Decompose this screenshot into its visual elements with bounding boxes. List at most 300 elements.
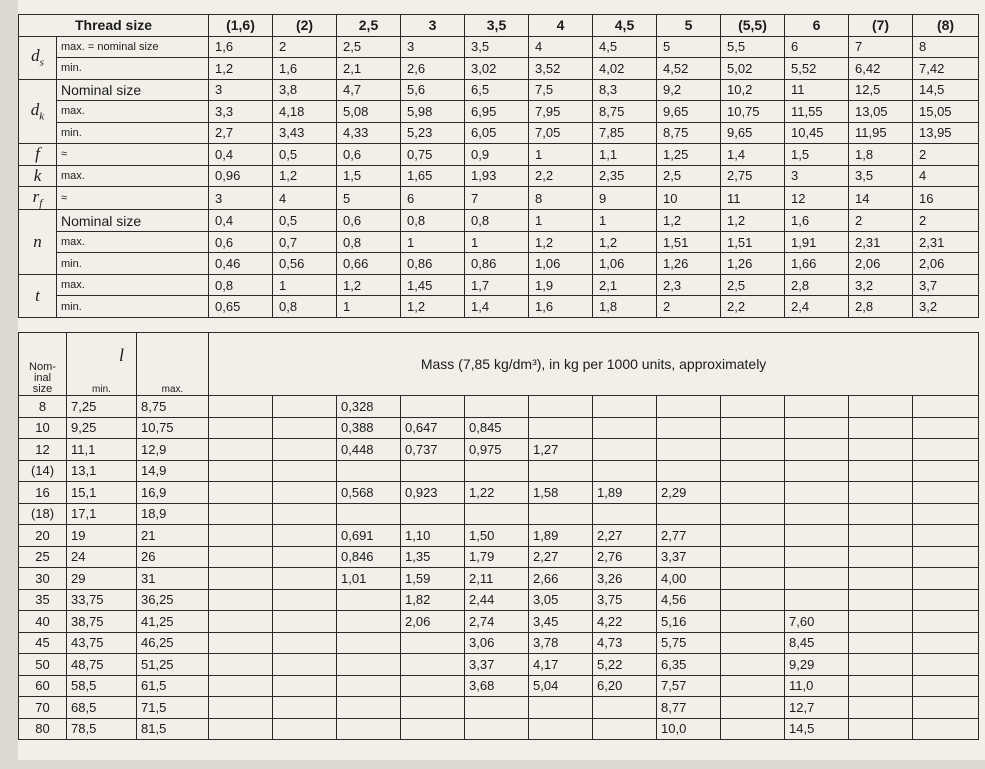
length-max-cell: 31 xyxy=(137,568,209,590)
value-cell: 2,5 xyxy=(721,274,785,296)
mass-value-cell xyxy=(849,417,913,439)
value-cell: 3 xyxy=(209,187,273,210)
value-cell: 15,05 xyxy=(913,101,979,123)
mass-value-cell xyxy=(913,589,979,611)
mass-value-cell: 3,37 xyxy=(465,654,529,676)
mass-row xyxy=(19,503,979,525)
mass-value-cell: 1,89 xyxy=(529,525,593,547)
mass-value-cell: 2,27 xyxy=(593,525,657,547)
mass-value-cell xyxy=(913,396,979,418)
dim-row-dk_nom xyxy=(19,79,979,101)
mass-value-cell xyxy=(721,654,785,676)
mass-value-cell: 3,06 xyxy=(465,632,529,654)
mass-value-cell xyxy=(721,632,785,654)
value-cell: 2 xyxy=(913,144,979,166)
mass-value-cell xyxy=(849,654,913,676)
value-cell: 1,2 xyxy=(273,165,337,187)
dim-row-n_min xyxy=(19,253,979,275)
value-cell: 3,8 xyxy=(273,79,337,101)
mass-row xyxy=(19,675,979,697)
value-cell: 2,06 xyxy=(913,253,979,275)
value-cell: 1,25 xyxy=(657,144,721,166)
mass-value-cell xyxy=(209,568,273,590)
length-max-cell: 16,9 xyxy=(137,482,209,504)
value-cell: 1,4 xyxy=(721,144,785,166)
value-cell: 1,2 xyxy=(721,210,785,232)
length-min-cell: 7,25 xyxy=(67,396,137,418)
value-cell: 8 xyxy=(529,187,593,210)
mass-value-cell xyxy=(273,632,337,654)
symbol-subscript: s xyxy=(39,56,44,69)
value-cell: 5,08 xyxy=(337,101,401,123)
value-cell: 0,66 xyxy=(337,253,401,275)
value-cell: 0,8 xyxy=(465,210,529,232)
thread-size-cell: (5,5) xyxy=(721,15,785,37)
mass-value-cell: 2,74 xyxy=(465,611,529,633)
value-cell: 4,02 xyxy=(593,58,657,80)
symbol-letter: d xyxy=(31,46,40,66)
row-label: max. xyxy=(57,274,209,296)
mass-value-cell xyxy=(209,460,273,482)
value-cell: 2,3 xyxy=(657,274,721,296)
mass-value-cell: 0,845 xyxy=(465,417,529,439)
value-cell: 7,05 xyxy=(529,122,593,144)
mass-value-cell xyxy=(721,568,785,590)
row-label: min. xyxy=(57,58,209,80)
mass-value-cell xyxy=(401,503,465,525)
symbol-letter: d xyxy=(30,100,40,120)
dim-row-dk_min xyxy=(19,122,979,144)
mass-value-cell xyxy=(849,697,913,719)
thread-size-cell: 6 xyxy=(785,15,849,37)
value-cell: 6,5 xyxy=(465,79,529,101)
value-cell: 0,8 xyxy=(337,231,401,253)
value-cell: 0,65 xyxy=(209,296,273,318)
value-cell: 4,18 xyxy=(273,101,337,123)
value-cell: 10 xyxy=(657,187,721,210)
nominal-length-cell: 40 xyxy=(19,611,67,633)
nominal-length-cell: 10 xyxy=(19,417,67,439)
mass-caption: Mass (7,85 kg/dm³), in kg per 1000 units, approximately xyxy=(209,333,979,396)
value-cell: 0,96 xyxy=(209,165,273,187)
mass-value-cell: 3,45 xyxy=(529,611,593,633)
mass-value-cell xyxy=(209,546,273,568)
mass-value-cell: 0,737 xyxy=(401,439,465,461)
mass-value-cell: 1,01 xyxy=(337,568,401,590)
value-cell: 3,52 xyxy=(529,58,593,80)
mass-value-cell: 5,75 xyxy=(657,632,721,654)
dim-row-rf xyxy=(19,187,979,210)
length-max-cell: 36,25 xyxy=(137,589,209,611)
mass-value-cell xyxy=(273,654,337,676)
mass-value-cell xyxy=(785,568,849,590)
length-min-cell: 78,5 xyxy=(67,718,137,740)
value-cell: 2,31 xyxy=(849,231,913,253)
mass-value-cell xyxy=(273,460,337,482)
value-cell: 2 xyxy=(913,210,979,232)
mass-value-cell xyxy=(849,460,913,482)
value-cell: 7,42 xyxy=(913,58,979,80)
dimensions-table xyxy=(18,14,979,318)
value-cell: 1,66 xyxy=(785,253,849,275)
mass-row xyxy=(19,482,979,504)
value-cell: 1,2 xyxy=(593,231,657,253)
value-cell: 1,2 xyxy=(401,296,465,318)
mass-value-cell xyxy=(465,396,529,418)
value-cell: 0,56 xyxy=(273,253,337,275)
mass-value-cell xyxy=(849,546,913,568)
value-cell: 7,5 xyxy=(529,79,593,101)
value-cell: 11 xyxy=(721,187,785,210)
value-cell: 5,5 xyxy=(721,36,785,58)
mass-value-cell: 3,68 xyxy=(465,675,529,697)
mass-value-cell xyxy=(209,482,273,504)
mass-value-cell xyxy=(785,396,849,418)
mass-value-cell xyxy=(401,632,465,654)
value-cell: 4,5 xyxy=(593,36,657,58)
value-cell: 1,2 xyxy=(529,231,593,253)
mass-value-cell: 5,22 xyxy=(593,654,657,676)
value-cell: 3,3 xyxy=(209,101,273,123)
mass-value-cell: 1,10 xyxy=(401,525,465,547)
length-min-cell: 29 xyxy=(67,568,137,590)
value-cell: 3 xyxy=(401,36,465,58)
nominal-length-cell: 35 xyxy=(19,589,67,611)
mass-value-cell xyxy=(721,546,785,568)
value-cell: 2,2 xyxy=(529,165,593,187)
value-cell: 1,06 xyxy=(529,253,593,275)
nominal-length-cell: 70 xyxy=(19,697,67,719)
mass-value-cell xyxy=(913,611,979,633)
value-cell: 6,95 xyxy=(465,101,529,123)
value-cell: 2,8 xyxy=(849,296,913,318)
mass-value-cell xyxy=(785,439,849,461)
mass-value-cell xyxy=(721,589,785,611)
nominal-length-cell: (14) xyxy=(19,460,67,482)
row-label: max. xyxy=(57,101,209,123)
mass-value-cell: 3,26 xyxy=(593,568,657,590)
value-cell: 1,2 xyxy=(657,210,721,232)
nominal-length-cell: 8 xyxy=(19,396,67,418)
value-cell: 0,86 xyxy=(465,253,529,275)
thread-size-cell: (2) xyxy=(273,15,337,37)
mass-value-cell xyxy=(721,718,785,740)
mass-value-cell xyxy=(721,503,785,525)
mass-value-cell: 1,50 xyxy=(465,525,529,547)
mass-value-cell xyxy=(337,632,401,654)
length-min-cell: 17,1 xyxy=(67,503,137,525)
value-cell: 2,2 xyxy=(721,296,785,318)
mass-value-cell: 1,82 xyxy=(401,589,465,611)
row-label: Nominal size xyxy=(57,210,209,232)
row-label: max. xyxy=(57,165,209,187)
mass-value-cell xyxy=(849,503,913,525)
value-cell: 2,35 xyxy=(593,165,657,187)
length-max-cell: 71,5 xyxy=(137,697,209,719)
value-cell: 1 xyxy=(593,210,657,232)
value-cell: 1,9 xyxy=(529,274,593,296)
mass-value-cell xyxy=(785,503,849,525)
page-edge-left xyxy=(0,0,18,769)
mass-value-cell xyxy=(337,718,401,740)
mass-value-cell: 3,78 xyxy=(529,632,593,654)
value-cell: 4 xyxy=(273,187,337,210)
mass-value-cell: 0,568 xyxy=(337,482,401,504)
mass-value-cell: 0,388 xyxy=(337,417,401,439)
value-cell: 1,2 xyxy=(337,274,401,296)
value-cell: 8,75 xyxy=(593,101,657,123)
value-cell: 1,06 xyxy=(593,253,657,275)
mass-value-cell xyxy=(529,503,593,525)
length-max-cell: 41,25 xyxy=(137,611,209,633)
value-cell: 9,2 xyxy=(657,79,721,101)
mass-row xyxy=(19,546,979,568)
value-cell: 0,5 xyxy=(273,144,337,166)
mass-value-cell: 1,27 xyxy=(529,439,593,461)
value-cell: 11 xyxy=(785,79,849,101)
value-cell: 10,75 xyxy=(721,101,785,123)
row-label: ≈ xyxy=(57,144,209,166)
dim-row-n_nom xyxy=(19,210,979,232)
row-label: max. = nominal size xyxy=(57,36,209,58)
mass-value-cell xyxy=(657,503,721,525)
length-min-cell: 13,1 xyxy=(67,460,137,482)
mass-value-cell xyxy=(337,503,401,525)
mass-value-cell: 2,27 xyxy=(529,546,593,568)
value-cell: 8,75 xyxy=(657,122,721,144)
mass-value-cell: 2,44 xyxy=(465,589,529,611)
mass-value-cell: 11,0 xyxy=(785,675,849,697)
row-label: max. xyxy=(57,231,209,253)
value-cell: 2,06 xyxy=(849,253,913,275)
mass-value-cell xyxy=(657,439,721,461)
mass-row xyxy=(19,632,979,654)
mass-value-cell xyxy=(913,632,979,654)
mass-value-cell xyxy=(529,417,593,439)
mass-value-cell xyxy=(593,460,657,482)
length-max-cell: 46,25 xyxy=(137,632,209,654)
mass-value-cell xyxy=(337,654,401,676)
value-cell: 1,45 xyxy=(401,274,465,296)
thread-size-label: Thread size xyxy=(19,15,209,37)
length-min-header: l min. xyxy=(67,333,137,396)
mass-value-cell: 2,11 xyxy=(465,568,529,590)
mass-value-cell xyxy=(593,697,657,719)
value-cell: 10,2 xyxy=(721,79,785,101)
mass-value-cell xyxy=(785,460,849,482)
length-max-cell: 12,9 xyxy=(137,439,209,461)
nominal-length-cell: 16 xyxy=(19,482,67,504)
value-cell: 0,6 xyxy=(209,231,273,253)
value-cell: 1,91 xyxy=(785,231,849,253)
value-cell: 1,1 xyxy=(593,144,657,166)
mass-value-cell xyxy=(209,417,273,439)
mass-value-cell xyxy=(593,396,657,418)
mass-value-cell xyxy=(721,482,785,504)
value-cell: 1,8 xyxy=(849,144,913,166)
mass-value-cell xyxy=(913,546,979,568)
mass-value-cell xyxy=(209,632,273,654)
symbol-t xyxy=(19,274,57,317)
value-cell: 1,7 xyxy=(465,274,529,296)
mass-value-cell xyxy=(913,439,979,461)
mass-value-cell xyxy=(209,611,273,633)
mass-value-cell xyxy=(849,525,913,547)
value-cell: 2 xyxy=(849,210,913,232)
value-cell: 0,4 xyxy=(209,210,273,232)
mass-value-cell xyxy=(849,611,913,633)
mass-value-cell: 3,05 xyxy=(529,589,593,611)
mass-value-cell xyxy=(593,417,657,439)
mass-value-cell: 4,73 xyxy=(593,632,657,654)
length-min-cell: 58,5 xyxy=(67,675,137,697)
mass-value-cell xyxy=(273,417,337,439)
mass-value-cell: 0,846 xyxy=(337,546,401,568)
mass-row xyxy=(19,525,979,547)
value-cell: 2 xyxy=(273,36,337,58)
mass-value-cell xyxy=(209,503,273,525)
mass-value-cell: 1,35 xyxy=(401,546,465,568)
dim-row-t_min xyxy=(19,296,979,318)
value-cell: 0,46 xyxy=(209,253,273,275)
dim-row-k xyxy=(19,165,979,187)
mass-value-cell: 4,22 xyxy=(593,611,657,633)
mass-value-cell xyxy=(209,718,273,740)
value-cell: 5,52 xyxy=(785,58,849,80)
value-cell: 0,4 xyxy=(209,144,273,166)
mass-value-cell xyxy=(529,718,593,740)
mass-value-cell: 1,59 xyxy=(401,568,465,590)
mass-value-cell xyxy=(913,482,979,504)
dim-row-ds_max xyxy=(19,36,979,58)
value-cell: 0,86 xyxy=(401,253,465,275)
nominal-length-cell: 25 xyxy=(19,546,67,568)
mass-value-cell: 7,57 xyxy=(657,675,721,697)
value-cell: 1,26 xyxy=(721,253,785,275)
mass-value-cell: 4,00 xyxy=(657,568,721,590)
nominal-size-header: Nom- inal size xyxy=(19,333,67,396)
mass-value-cell xyxy=(273,675,337,697)
value-cell: 0,7 xyxy=(273,231,337,253)
value-cell: 1 xyxy=(273,274,337,296)
thread-size-cell: (8) xyxy=(913,15,979,37)
mass-value-cell xyxy=(913,503,979,525)
value-cell: 1,4 xyxy=(465,296,529,318)
value-cell: 3,02 xyxy=(465,58,529,80)
mass-value-cell xyxy=(401,675,465,697)
dim-row-t_max xyxy=(19,274,979,296)
nominal-length-cell: 12 xyxy=(19,439,67,461)
value-cell: 2,5 xyxy=(337,36,401,58)
value-cell: 8,3 xyxy=(593,79,657,101)
mass-value-cell xyxy=(209,589,273,611)
mass-value-cell xyxy=(273,611,337,633)
thread-size-cell: 5 xyxy=(657,15,721,37)
value-cell: 2,4 xyxy=(785,296,849,318)
value-cell: 5,98 xyxy=(401,101,465,123)
dim-row-f xyxy=(19,144,979,166)
mass-value-cell: 1,89 xyxy=(593,482,657,504)
mass-value-cell xyxy=(593,439,657,461)
thread-size-header-row xyxy=(19,15,979,37)
value-cell: 12,5 xyxy=(849,79,913,101)
mass-value-cell xyxy=(849,718,913,740)
value-cell: 2,1 xyxy=(337,58,401,80)
value-cell: 0,9 xyxy=(465,144,529,166)
mass-value-cell: 2,77 xyxy=(657,525,721,547)
mass-value-cell xyxy=(721,675,785,697)
nominal-length-cell: 50 xyxy=(19,654,67,676)
symbol-k xyxy=(19,165,57,187)
value-cell: 11,55 xyxy=(785,101,849,123)
value-cell: 7,85 xyxy=(593,122,657,144)
value-cell: 4,33 xyxy=(337,122,401,144)
mass-value-cell: 6,20 xyxy=(593,675,657,697)
mass-value-cell: 3,75 xyxy=(593,589,657,611)
dim-row-ds_min xyxy=(19,58,979,80)
value-cell: 1,5 xyxy=(785,144,849,166)
mass-value-cell xyxy=(273,525,337,547)
mass-value-cell xyxy=(593,503,657,525)
symbol-f xyxy=(19,144,57,166)
value-cell: 1 xyxy=(337,296,401,318)
length-max-cell: 10,75 xyxy=(137,417,209,439)
value-cell: 11,95 xyxy=(849,122,913,144)
length-min-cell: 43,75 xyxy=(67,632,137,654)
mass-value-cell: 8,77 xyxy=(657,697,721,719)
mass-value-cell xyxy=(529,697,593,719)
mass-value-cell xyxy=(209,675,273,697)
length-max-header: max. xyxy=(137,333,209,396)
value-cell: 1,51 xyxy=(657,231,721,253)
mass-value-cell xyxy=(401,697,465,719)
mass-value-cell xyxy=(849,396,913,418)
mass-value-cell: 1,79 xyxy=(465,546,529,568)
dim-row-n_max xyxy=(19,231,979,253)
mass-value-cell: 3,37 xyxy=(657,546,721,568)
symbol-letter: r xyxy=(32,187,40,206)
mass-value-cell xyxy=(209,654,273,676)
value-cell: 1,8 xyxy=(593,296,657,318)
mass-row xyxy=(19,611,979,633)
value-cell: 14 xyxy=(849,187,913,210)
length-min-cell: 15,1 xyxy=(67,482,137,504)
value-cell: 6 xyxy=(401,187,465,210)
row-label: min. xyxy=(57,296,209,318)
value-cell: 12 xyxy=(785,187,849,210)
mass-value-cell xyxy=(465,503,529,525)
length-max-cell: 8,75 xyxy=(137,396,209,418)
value-cell: 3,2 xyxy=(849,274,913,296)
value-cell: 1,5 xyxy=(337,165,401,187)
length-max-cell: 26 xyxy=(137,546,209,568)
mass-value-cell: 4,56 xyxy=(657,589,721,611)
mass-value-cell xyxy=(337,460,401,482)
mass-value-cell xyxy=(721,417,785,439)
value-cell: 1,51 xyxy=(721,231,785,253)
mass-value-cell xyxy=(913,417,979,439)
value-cell: 1 xyxy=(401,231,465,253)
mass-value-cell xyxy=(657,460,721,482)
mass-value-cell: 0,691 xyxy=(337,525,401,547)
mass-value-cell xyxy=(721,439,785,461)
mass-value-cell xyxy=(273,503,337,525)
mass-value-cell: 10,0 xyxy=(657,718,721,740)
value-cell: 1 xyxy=(529,144,593,166)
value-cell: 7 xyxy=(849,36,913,58)
value-cell: 0,8 xyxy=(273,296,337,318)
value-cell: 5 xyxy=(657,36,721,58)
